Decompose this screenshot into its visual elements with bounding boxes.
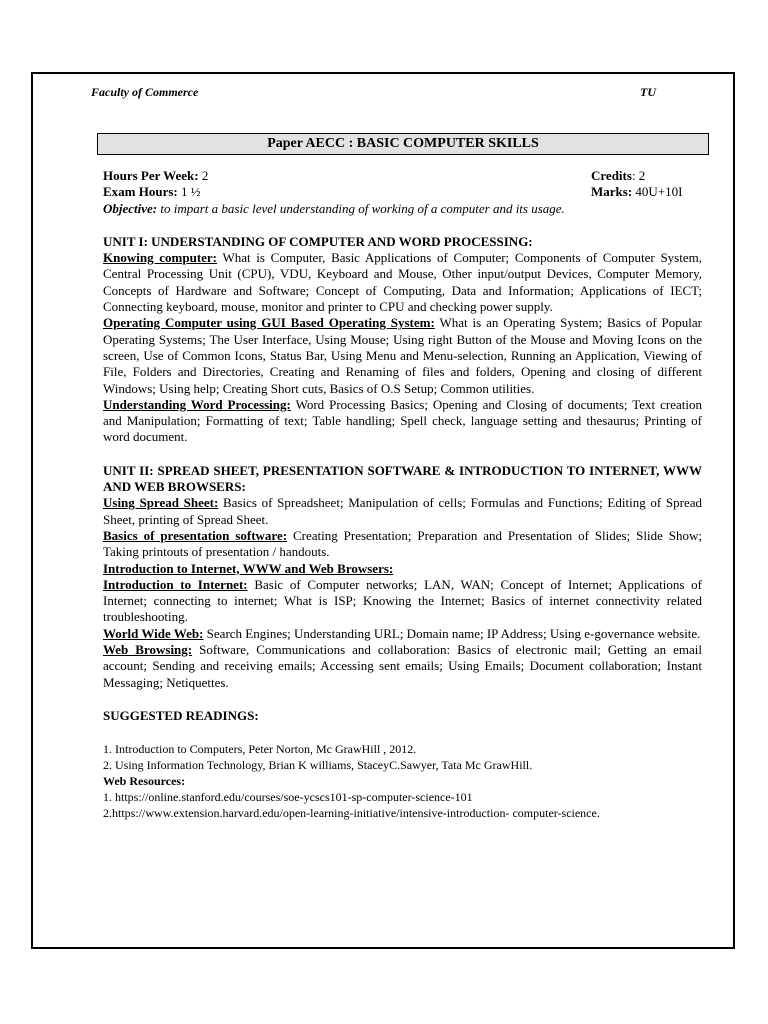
topic-intro-internet: Introduction to Internet: Basic of Computer networks; LAN, WAN; Concept of Internet; Applications of Internet; connecting to internet; What is ISP; Knowing the Internet; Basics of internet connectivity related troubleshooting. <box>103 576 702 625</box>
paper-title: Paper AECC : BASIC COMPUTER SKILLS <box>97 133 709 155</box>
topic-presentation: Basics of presentation software: Creating Presentation; Preparation and Presentation of Slides; Slide Show; Taking printouts of presentation / handouts. <box>103 527 702 560</box>
unit-2-heading: UNIT II: SPREAD SHEET, PRESENTATION SOFTWARE & INTRODUCTION TO INTERNET, WWW AND WEB BROWSERS: <box>103 462 702 495</box>
hours-label: Hours Per Week: <box>103 168 199 183</box>
objective-text: to impart a basic level understanding of working of a computer and its usage. <box>157 200 565 216</box>
credits-value: : 2 <box>631 168 646 183</box>
unit-1-heading: UNIT I: UNDERSTANDING OF COMPUTER AND WORD PROCESSING: <box>103 233 533 249</box>
web-resources-heading: Web Resources: <box>103 774 186 789</box>
objective-label: Objective: <box>103 200 158 216</box>
hours-value: 2 <box>198 168 209 183</box>
reading-item: 2. Using Information Technology, Brian K williams, StaceyC.Sawyer, Tata Mc GrawHill. <box>103 758 533 773</box>
reading-item: 1. Introduction to Computers, Peter Norton, Mc GrawHill , 2012. <box>103 742 417 757</box>
readings-heading: SUGGESTED READINGS: <box>103 707 259 723</box>
objective <box>103 201 702 217</box>
faculty-label: Faculty of Commerce <box>91 85 199 99</box>
topic-web-browsing: Web Browsing: Software, Communications and collaboration: Basics of electronic mail; Getting an email account; Sending and receiving emails; Accessing sent emails; Using Emails; Document collaboration; Instant Messaging; Netiquettes. <box>103 642 703 690</box>
topic-spread-sheet: Using Spread Sheet: Basics of Spreadsheet; Manipulation of cells; Formulas and Functions; Editing of Spread Sheet, printing of Spread Sheet. <box>103 495 702 527</box>
web-resource-link[interactable]: 1. https://online.stanford.edu/courses/soe-ycscs101-sp-computer-science-101 <box>103 790 473 805</box>
university-label: TU <box>640 85 656 99</box>
topic-knowing-computer: Knowing computer: What is Computer, Basic Applications of Computer; Components of Computer System, Central Processing Unit (CPU), VDU, Keyboard and Mouse, Other input/output Devices, Computer Memory, Concepts of Hardware and Software; Concept of Computing, Data and Information; Applications of IECT; Connecting keyboard, mouse, monitor and printer to CPU and checking power supply. <box>103 250 702 315</box>
syllabus-content <box>103 168 702 821</box>
topic-operating-computer: Operating Computer using GUI Based Operating System: What is an Operating System; Basics of Popular Operating Systems; The User Interface, Using Mouse; Using right Button of the Mouse and Moving Icons on the screen, Use of Common Icons, Status Bar, Using Menu and Menu-selection, Running an Application, Viewing of File, Folders and Directories, Creating and Renaming of files and folders, Opening and closing of different Windows; Using help; Creating Short cuts, Basics of O.S Setup; Common utilities. <box>103 315 702 396</box>
credits-label: Credits <box>591 168 632 183</box>
readings-list <box>103 741 702 821</box>
topic-www: World Wide Web: Search Engines; Understanding URL; Domain name; IP Address; Using e-governance website. <box>103 625 701 641</box>
exam-value: 1 ½ <box>177 184 201 200</box>
internet-subheading: Introduction to Internet, WWW and Web Browsers: <box>103 560 394 576</box>
marks-label: Marks: <box>591 184 633 200</box>
meta-row-2 <box>103 184 702 200</box>
web-resource-link[interactable]: 2.https://www.extension.harvard.edu/open-learning-initiative/intensive-introduction- computer-science. <box>103 806 600 821</box>
exam-label: Exam Hours: <box>103 184 178 200</box>
marks-value: 40U+10I <box>632 184 683 200</box>
meta-row-1 <box>103 168 702 184</box>
topic-word-processing: Understanding Word Processing: Word Processing Basics; Opening and Closing of documents; Text creation and Manipulation; Formatting of text; Table handling; Spell check, language setting and thesaurus; Printing of word document. <box>103 396 702 445</box>
